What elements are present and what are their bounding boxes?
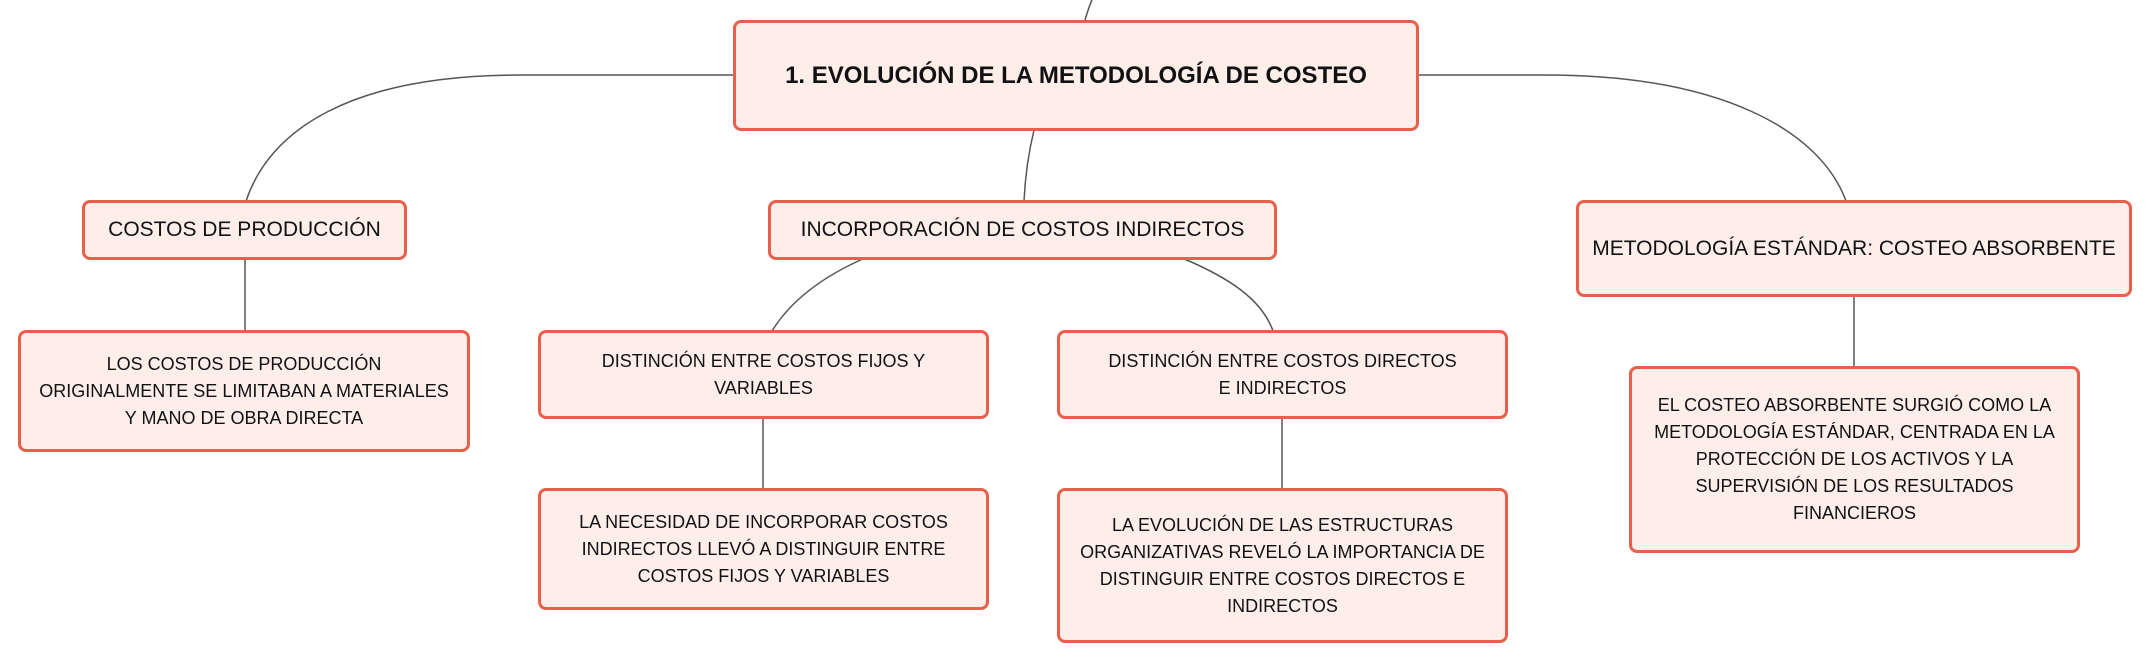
topic-node-absorption-costing[interactable] (1576, 200, 2132, 297)
subtopic-node-fixed-variable[interactable] (538, 330, 989, 419)
detail-node-absorption-costing[interactable] (1629, 366, 2080, 553)
root-topic-label: 1. EVOLUCIÓN DE LA METODOLOGÍA DE COSTEO (785, 61, 1367, 89)
topic-node-indirect-costs[interactable] (768, 200, 1277, 260)
detail-node-fixed-variable[interactable] (538, 488, 989, 610)
detail-node-direct-indirect[interactable] (1057, 488, 1508, 643)
topic-label: METODOLOGÍA ESTÁNDAR: COSTEO ABSORBENTE (1592, 236, 2116, 260)
detail-text: LOS COSTOS DE PRODUCCIÓN ORIGINALMENTE SE LIMITABAN A MATERIALES Y MANO DE OBRA DIRECTA (39, 353, 449, 428)
connector-to-parent-node (1085, 0, 1092, 20)
detail-text: EL COSTEO ABSORBENTE SURGIÓ COMO LA METODOLOGÍA ESTÁNDAR, CENTRADA EN LA PROTECCIÓN DE LOS ACTIVOS Y LA SUPERVISIÓN DE LOS RESULTADOS FINANCIEROS (1654, 395, 2055, 523)
connector-root-to-indirect-costs (1024, 130, 1034, 201)
topic-label: COSTOS DE PRODUCCIÓN (108, 218, 381, 241)
subtopic-label: DISTINCIÓN ENTRE COSTOS FIJOS Y VARIABLES (601, 350, 926, 398)
detail-text: LA EVOLUCIÓN DE LAS ESTRUCTURAS ORGANIZATIVAS REVELÓ LA IMPORTANCIA DE DISTINGUIR ENTRE COSTOS DIRECTOS E INDIRECTOS (1080, 514, 1485, 616)
subtopic-label: DISTINCIÓN ENTRE COSTOS DIRECTOS E INDIRECTOS (1108, 350, 1457, 398)
detail-node-production-costs[interactable] (18, 330, 470, 452)
topic-label: INCORPORACIÓN DE COSTOS INDIRECTOS (800, 218, 1245, 241)
connector-indirect-to-direct-indirect (1182, 258, 1273, 331)
connector-root-to-absorption-costing (1418, 75, 1846, 201)
root-topic-node[interactable] (733, 20, 1419, 131)
connector-root-to-production-costs (246, 75, 735, 201)
detail-text: LA NECESIDAD DE INCORPORAR COSTOS INDIRECTOS LLEVÓ A DISTINGUIR ENTRE COSTOS FIJOS Y VARIABLES (579, 511, 948, 586)
subtopic-node-direct-indirect[interactable] (1057, 330, 1508, 419)
topic-node-production-costs[interactable] (82, 200, 407, 260)
connector-indirect-to-fixed-variable (772, 258, 865, 331)
